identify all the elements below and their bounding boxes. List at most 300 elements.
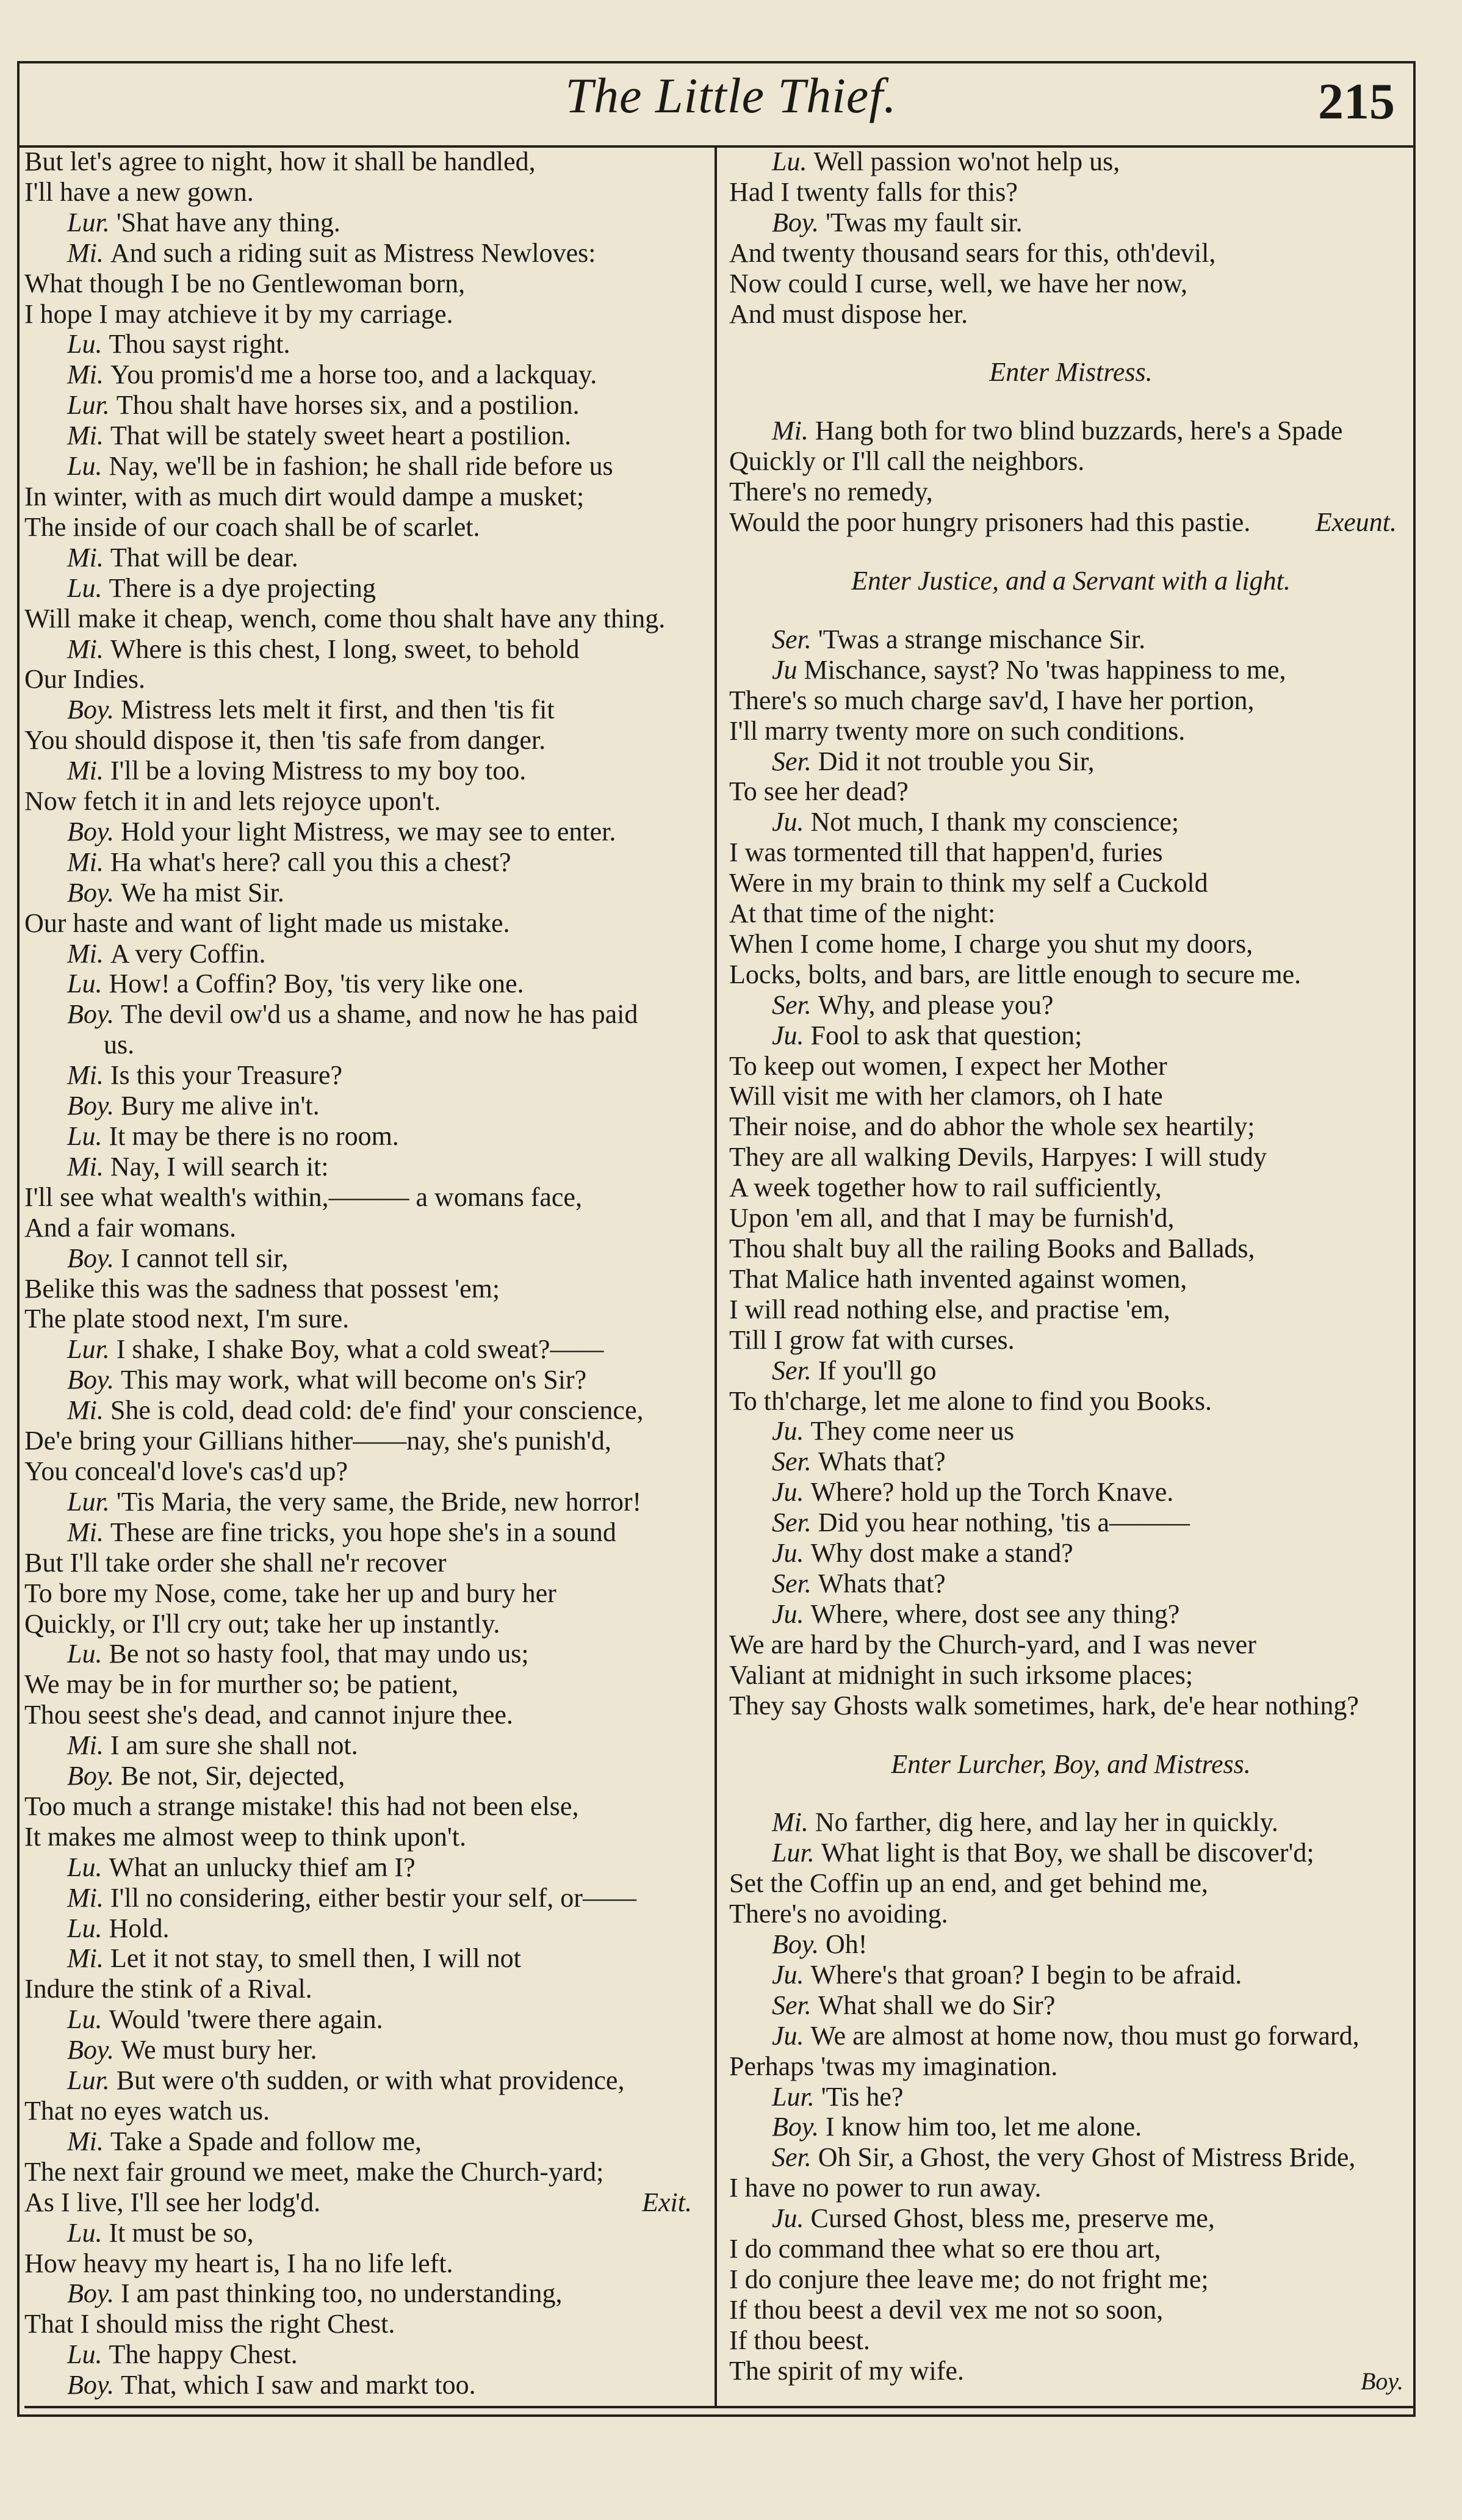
line-text: Where? hold up the Torch Knave. (810, 1477, 1174, 1507)
line-text: Nay, we'll be in fashion; he shall ride before us (109, 451, 613, 482)
spacer (729, 538, 1413, 566)
line-text: Quickly or I'll call the neighbors. (729, 446, 1085, 477)
exit-direction: Exit. (642, 2187, 692, 2217)
speaker-name: Ser. (772, 989, 818, 1020)
line-text: Our haste and want of light made us mistake. (24, 908, 510, 938)
line-text: Were in my brain to think my self a Cuckold (729, 868, 1208, 898)
speaker-name: Ser. (772, 1507, 818, 1538)
line-text: Where's that groan? I begin to be afraid. (810, 1959, 1242, 1990)
speaker-name: Lu. (67, 451, 109, 482)
verse-line (729, 929, 1413, 959)
line-text: That will be stately sweet heart a postilion. (110, 421, 572, 451)
verse-line (729, 177, 1413, 208)
verse-line (24, 1030, 708, 1060)
speech-line (24, 208, 708, 238)
speaker-name: Ju. (772, 1477, 811, 1507)
verse-line (729, 959, 1413, 990)
verse-line (729, 2051, 1413, 2082)
speech-line (24, 390, 708, 421)
speaker-name: Ser. (772, 746, 818, 776)
spacer (729, 329, 1413, 357)
speech-line (729, 1960, 1413, 1990)
speaker-name: Lur. (67, 1486, 117, 1517)
line-text: Nay, I will search it: (110, 1151, 329, 1182)
speaker-name: Lu. (67, 1121, 109, 1151)
speech-line (729, 208, 1413, 238)
verse-line (729, 446, 1413, 477)
speaker-name: Boy. (67, 1243, 121, 1273)
speech-line (24, 1487, 708, 1517)
line-text: I'll be a loving Mistress to my boy too. (110, 756, 527, 786)
line-text: At that time of the night: (729, 898, 996, 929)
verse-line (729, 776, 1413, 807)
verse-line (729, 2325, 1413, 2356)
line-text: The plate stood next, I'm sure. (24, 1304, 350, 1334)
line-text: How! a Coffin? Boy, 'tis very like one. (109, 969, 524, 999)
line-text: What light is that Boy, we shall be discover'd; (821, 1838, 1314, 1868)
speaker-name: Lur. (67, 390, 117, 421)
verse-line (24, 299, 708, 330)
verse-line (24, 908, 708, 939)
speech-line (729, 416, 1413, 446)
speech-line (729, 2021, 1413, 2051)
line-text: Would 'twere there again. (109, 2004, 383, 2035)
verse-line (729, 1233, 1413, 1264)
speech-line (24, 1761, 708, 1791)
speaker-name: Ser. (772, 1568, 818, 1598)
line-text: us. (104, 1030, 135, 1060)
speaker-name: Ju (772, 654, 804, 685)
speech-line (24, 634, 708, 665)
speech-line (729, 1477, 1413, 1507)
speaker-name: Lu. (67, 2217, 109, 2248)
verse-line (729, 1203, 1413, 1233)
line-text: We must bury her. (120, 2035, 317, 2065)
line-text: And must dispose her. (729, 298, 968, 329)
line-text: Had I twenty falls for this? (729, 176, 1018, 207)
line-text: And such a riding suit as Mistress Newloves: (110, 237, 596, 268)
speaker-name: Ju. (772, 1538, 811, 1569)
line-text: I do conjure thee leave me; do not fright me; (729, 2264, 1209, 2294)
speech-line (729, 1929, 1413, 1960)
speaker-name: Boy. (67, 1365, 121, 1395)
line-text: Be not, Sir, dejected, (120, 1761, 345, 1791)
left-text-column (24, 146, 708, 2400)
line-text: 'Twas my fault sir. (825, 207, 1023, 237)
speaker-name: Boy. (772, 207, 826, 237)
speech-line (24, 1883, 708, 1913)
verse-line (24, 1182, 708, 1213)
line-text: This may work, what will become on's Sir? (120, 1365, 587, 1395)
exit-direction: Exeunt. (1315, 507, 1397, 538)
speaker-name: Lur. (67, 1334, 117, 1365)
line-text: A very Coffin. (110, 938, 266, 969)
line-text: I'll marry twenty more on such conditions. (729, 715, 1186, 746)
speech-line (24, 1913, 708, 1944)
speaker-name: Mi. (67, 1060, 110, 1091)
verse-line (729, 1899, 1413, 1929)
line-text: We may be in for murther so; be patient, (24, 1669, 459, 1700)
speech-line (24, 1365, 708, 1395)
line-text: If thou beest. (729, 2325, 870, 2355)
line-text: That no eyes watch us. (24, 2096, 270, 2126)
line-text: To bore my Nose, come, take her up and bury her (24, 1578, 556, 1608)
speaker-name: Boy. (67, 1761, 121, 1791)
verse-line (729, 898, 1413, 929)
speaker-name: Mi. (67, 1517, 110, 1547)
line-text: There's no avoiding. (729, 1899, 948, 1929)
line-text: Why, and please you? (818, 989, 1054, 1020)
speaker-name: Mi. (67, 1882, 110, 1913)
footer-rule (24, 2406, 1416, 2408)
verse-line (729, 269, 1413, 299)
line-text: Till I grow fat with curses. (729, 1324, 1015, 1355)
speaker-name: Mi. (67, 542, 110, 572)
verse-line (24, 146, 708, 177)
speaker-name: Boy. (67, 877, 121, 908)
line-text: If thou beest a devil vex me not so soon, (729, 2294, 1164, 2325)
speaker-name: Lu. (67, 2339, 109, 2370)
speech-line (729, 1507, 1413, 1538)
line-text: Whats that? (818, 1568, 946, 1598)
spacer (729, 1779, 1413, 1807)
line-text: I do command thee what so ere thou art, (729, 2234, 1161, 2264)
line-text: What an unlucky thief am I? (109, 1852, 416, 1882)
verse-line (24, 269, 708, 299)
line-text: Quickly, or I'll cry out; take her up instantly. (24, 1608, 500, 1639)
speaker-name: Boy. (67, 816, 121, 847)
speech-line (729, 2142, 1413, 2173)
verse-line (24, 1974, 708, 2004)
line-text: Bury me alive in't. (120, 1091, 320, 1121)
verse-line (24, 1548, 708, 1578)
line-text: The spirit of my wife. (729, 2355, 964, 2386)
speech-line (729, 2112, 1413, 2142)
speaker-name: Boy. (67, 2035, 121, 2065)
line-text: Let it not stay, to smell then, I will not (110, 1943, 521, 1974)
speech-line (24, 756, 708, 786)
line-text: I hope I may atchieve it by my carriage. (24, 298, 453, 329)
right-text-column (729, 146, 1413, 2386)
line-text: Our Indies. (24, 664, 145, 695)
speaker-name: Ser. (772, 1446, 818, 1477)
line-text: 'Tis Maria, the very same, the Bride, new horror! (116, 1486, 642, 1517)
stage-direction: Enter Mistress. (989, 357, 1153, 388)
line-text: 'Twas a strange mischance Sir. (818, 624, 1146, 654)
verse-line (729, 507, 1413, 538)
speaker-name: Mi. (67, 1395, 110, 1426)
line-text: I'll no considering, either bestir your self, or—— (110, 1882, 636, 1913)
speaker-name: Ju. (772, 1020, 811, 1050)
line-text: Thou seest she's dead, and cannot injure thee. (24, 1700, 513, 1730)
speech-line (24, 1121, 708, 1152)
speaker-name: Lu. (67, 2004, 109, 2035)
line-text: I know him too, let me alone. (825, 2112, 1142, 2142)
line-text: What shall we do Sir? (818, 1990, 1056, 2020)
speech-line (24, 817, 708, 847)
line-text: Locks, bolts, and bars, are little enough to secure me. (729, 959, 1302, 989)
speaker-name: Mi. (67, 756, 110, 786)
line-text: De'e bring your Gillians hither——nay, she's punish'd, (24, 1426, 611, 1456)
speech-line (24, 2126, 708, 2157)
speaker-name: Ju. (772, 1959, 811, 1990)
verse-line (24, 725, 708, 756)
line-text: Will make it cheap, wench, come thou shalt have any thing. (24, 603, 666, 634)
speaker-name: Mi. (67, 359, 110, 390)
verse-line (729, 2295, 1413, 2325)
speaker-name: Ju. (772, 2203, 811, 2234)
verse-line (729, 2264, 1413, 2295)
verse-line (24, 2187, 708, 2218)
line-text: That, which I saw and markt too. (120, 2370, 476, 2400)
line-text: We are hard by the Church-yard, and I was never (729, 1629, 1256, 1659)
speech-line (729, 1020, 1413, 1051)
speech-line (24, 1243, 708, 1274)
line-text: No farther, dig here, and lay her in quickly. (815, 1807, 1278, 1838)
verse-line (729, 2173, 1413, 2203)
speech-line (729, 1990, 1413, 2021)
speaker-name: Lur. (67, 2065, 117, 2096)
line-text: But I'll take order she shall ne'r recover (24, 1547, 447, 1578)
speaker-name: Mi. (67, 2126, 110, 2156)
line-text: Upon 'em all, and that I may be furnish'd, (729, 1203, 1175, 1233)
speaker-name: Ser. (772, 1355, 818, 1385)
speech-line (24, 999, 708, 1030)
speaker-name: Mi. (67, 938, 110, 969)
verse-line (24, 1669, 708, 1700)
verse-line (729, 716, 1413, 746)
speaker-name: Lu. (67, 329, 109, 359)
verse-line (24, 1822, 708, 1852)
speaker-name: Lur. (772, 1838, 821, 1868)
speaker-name: Lu. (67, 1852, 109, 1882)
speech-line (24, 1730, 708, 1761)
verse-line (729, 238, 1413, 269)
speech-line (24, 878, 708, 908)
speech-line (729, 624, 1413, 655)
line-text: Oh! (825, 1929, 868, 1960)
verse-line (24, 1304, 708, 1334)
verse-line (24, 177, 708, 208)
speech-line (24, 2218, 708, 2248)
speaker-name: Lur. (67, 207, 117, 237)
verse-line (24, 512, 708, 543)
line-text: I have no power to run away. (729, 2173, 1042, 2203)
speaker-name: Lu. (67, 1913, 109, 1943)
speech-line (24, 451, 708, 482)
line-text: Thou sayst right. (109, 329, 290, 359)
speech-line (729, 655, 1413, 685)
speech-line (729, 1446, 1413, 1477)
speaker-name: Boy. (772, 1929, 826, 1960)
line-text: It must be so, (109, 2217, 254, 2248)
line-text: Mistress lets melt it first, and then 'tis fit (120, 695, 555, 725)
speaker-name: Lur. (772, 2081, 821, 2112)
speech-line (729, 1807, 1413, 1838)
verse-line (729, 1294, 1413, 1325)
line-text: As I live, I'll see her lodg'd. (24, 2187, 321, 2217)
verse-line (729, 1660, 1413, 1691)
speech-line (24, 695, 708, 725)
line-text: You conceal'd love's cas'd up? (24, 1456, 348, 1486)
speaker-name: Boy. (67, 2370, 121, 2400)
speech-line (24, 2035, 708, 2065)
verse-line (729, 1325, 1413, 1356)
speaker-name: Boy. (772, 2112, 826, 2142)
line-text: The devil ow'd us a shame, and now he has paid (120, 999, 638, 1030)
speaker-name: Boy. (67, 695, 121, 725)
speaker-name: Mi. (67, 1943, 110, 1974)
line-text: When I come home, I charge you shut my doors, (729, 928, 1253, 959)
verse-line (729, 299, 1413, 330)
speech-line (729, 1538, 1413, 1569)
verse-line (24, 1274, 708, 1304)
line-text: That I should miss the right Chest. (24, 2309, 395, 2339)
line-text: Now fetch it in and lets rejoyce upon't. (24, 786, 441, 817)
spacer (729, 388, 1413, 416)
line-text: There's no remedy, (729, 477, 933, 507)
line-text: These are fine tricks, you hope she's in a sound (110, 1517, 616, 1547)
line-text: To see her dead? (729, 776, 909, 807)
speaker-name: Lu. (67, 1639, 109, 1669)
line-text: I was tormented till that happen'd, furies (729, 837, 1163, 868)
verse-line (24, 1456, 708, 1487)
line-text: To th'charge, let me alone to find you Books. (729, 1385, 1212, 1416)
speech-line (24, 1152, 708, 1182)
line-text: Whats that? (818, 1446, 946, 1477)
stage-direction: Enter Justice, and a Servant with a light. (851, 565, 1291, 596)
speaker-name: Lu. (772, 146, 814, 176)
verse-line (24, 1791, 708, 1822)
line-text: The happy Chest. (109, 2339, 298, 2370)
line-text: The next fair ground we meet, make the Church-yard; (24, 2156, 604, 2187)
speech-line (729, 1599, 1413, 1630)
catchword: Boy. (1361, 2367, 1403, 2395)
verse-line (729, 1081, 1413, 1111)
speaker-name: Ju. (772, 807, 811, 837)
line-text: They are all walking Devils, Harpyes: I will study (729, 1142, 1267, 1172)
line-text: You should dispose it, then 'tis safe from danger. (24, 725, 546, 756)
line-text: I'll have a new gown. (24, 176, 254, 207)
spacer (729, 1721, 1413, 1749)
line-text: Ha what's here? call you this a chest? (110, 847, 511, 877)
page-number: 215 (1318, 73, 1395, 130)
line-text: How heavy my heart is, I ha no life left. (24, 2248, 453, 2278)
speaker-name: Mi. (67, 847, 110, 877)
speaker-name: Mi. (772, 416, 815, 446)
verse-line (729, 2234, 1413, 2264)
speech-line (24, 1943, 708, 1974)
verse-line (24, 786, 708, 817)
line-text: 'Tis he? (821, 2081, 904, 2112)
stage-direction: Enter Lurcher, Boy, and Mistress. (891, 1749, 1251, 1779)
line-text: Hold your light Mistress, we may see to enter. (120, 816, 616, 847)
verse-line (729, 477, 1413, 507)
line-text: Oh Sir, a Ghost, the very Ghost of Mistress Bride, (818, 2142, 1356, 2173)
line-text: Is this your Treasure? (110, 1060, 342, 1091)
verse-line (729, 1142, 1413, 1172)
line-text: Will visit me with her clamors, oh I hate (729, 1081, 1163, 1111)
line-text: Too much a strange mistake! this had not been else, (24, 1791, 579, 1821)
speaker-name: Mi. (772, 1807, 815, 1838)
line-text: That Malice hath invented against women, (729, 1263, 1187, 1294)
line-text: There's so much charge sav'd, I have her portion, (729, 685, 1255, 715)
line-text: Thou shalt have horses six, and a postilion. (116, 390, 580, 421)
column-divider (715, 148, 717, 2406)
speech-line (24, 2065, 708, 2096)
line-text: They say Ghosts walk sometimes, hark, de'e hear nothing? (729, 1690, 1359, 1720)
speaker-name: Boy. (67, 2278, 121, 2309)
speaker-name: Mi. (67, 1730, 110, 1761)
speaker-name: Ju. (772, 2020, 811, 2051)
speech-line (729, 2203, 1413, 2234)
line-text: Not much, I thank my conscience; (810, 807, 1179, 837)
line-text: I will read nothing else, and practise 'em, (729, 1294, 1170, 1324)
verse-line (729, 1051, 1413, 1081)
speech-line (24, 329, 708, 359)
line-text: Now could I curse, well, we have her now, (729, 268, 1188, 298)
line-text: Would the poor hungry prisoners had this pastie. (729, 507, 1251, 538)
line-text: Hold. (109, 1913, 170, 1943)
line-text: Belike this was the sadness that possest 'em; (24, 1273, 500, 1304)
line-text: There is a dye projecting (109, 572, 376, 603)
line-text: Valiant at midnight in such irksome places; (729, 1659, 1194, 1690)
verse-line (729, 868, 1413, 898)
speaker-name: Ju. (772, 1598, 811, 1629)
speech-line (729, 2082, 1413, 2112)
line-text: In winter, with as much dirt would dampe a musket; (24, 481, 585, 511)
line-text: Mischance, sayst? No 'twas happiness to me, (804, 654, 1286, 685)
line-text: And a fair womans. (24, 1212, 237, 1243)
line-text: Be not so hasty fool, that may undo us; (109, 1639, 529, 1669)
line-text: I am past thinking too, no understanding, (120, 2278, 563, 2309)
speech-line (24, 1852, 708, 1883)
line-text: Perhaps 'twas my imagination. (729, 2051, 1058, 2081)
speaker-name: Boy. (67, 1091, 121, 1121)
line-text: You promis'd me a horse too, and a lackquay. (110, 359, 597, 390)
verse-line (24, 1578, 708, 1609)
line-text: Cursed Ghost, bless me, preserve me, (810, 2203, 1215, 2234)
verse-line (24, 1609, 708, 1639)
line-text: Did you hear nothing, 'tis a——— (818, 1507, 1190, 1538)
line-text: Thou shalt buy all the railing Books and Ballads, (729, 1233, 1255, 1263)
verse-line (729, 1264, 1413, 1294)
line-text: Take a Spade and follow me, (110, 2126, 422, 2156)
line-text: I am sure she shall not. (110, 1730, 358, 1761)
speech-line (24, 1060, 708, 1091)
verse-line (729, 1172, 1413, 1203)
verse-line (729, 685, 1413, 716)
speaker-name: Mi. (67, 634, 110, 664)
verse-line (729, 1691, 1413, 1721)
speech-line (729, 990, 1413, 1020)
speech-line (729, 1416, 1413, 1446)
speech-line (24, 421, 708, 451)
verse-line (24, 2096, 708, 2126)
speech-line (24, 969, 708, 999)
speech-line (24, 573, 708, 604)
verse-line (24, 482, 708, 512)
line-text: Indure the stink of a Rival. (24, 1974, 312, 2004)
verse-line (24, 1700, 708, 1730)
speech-line (729, 1569, 1413, 1599)
speaker-name: Mi. (67, 1151, 110, 1182)
line-text: If you'll go (818, 1355, 937, 1385)
line-text: But were o'th sudden, or with what providence, (116, 2065, 625, 2096)
line-text: It may be there is no room. (109, 1121, 399, 1151)
speech-line (24, 1517, 708, 1548)
running-title: The Little Thief. (565, 68, 897, 123)
